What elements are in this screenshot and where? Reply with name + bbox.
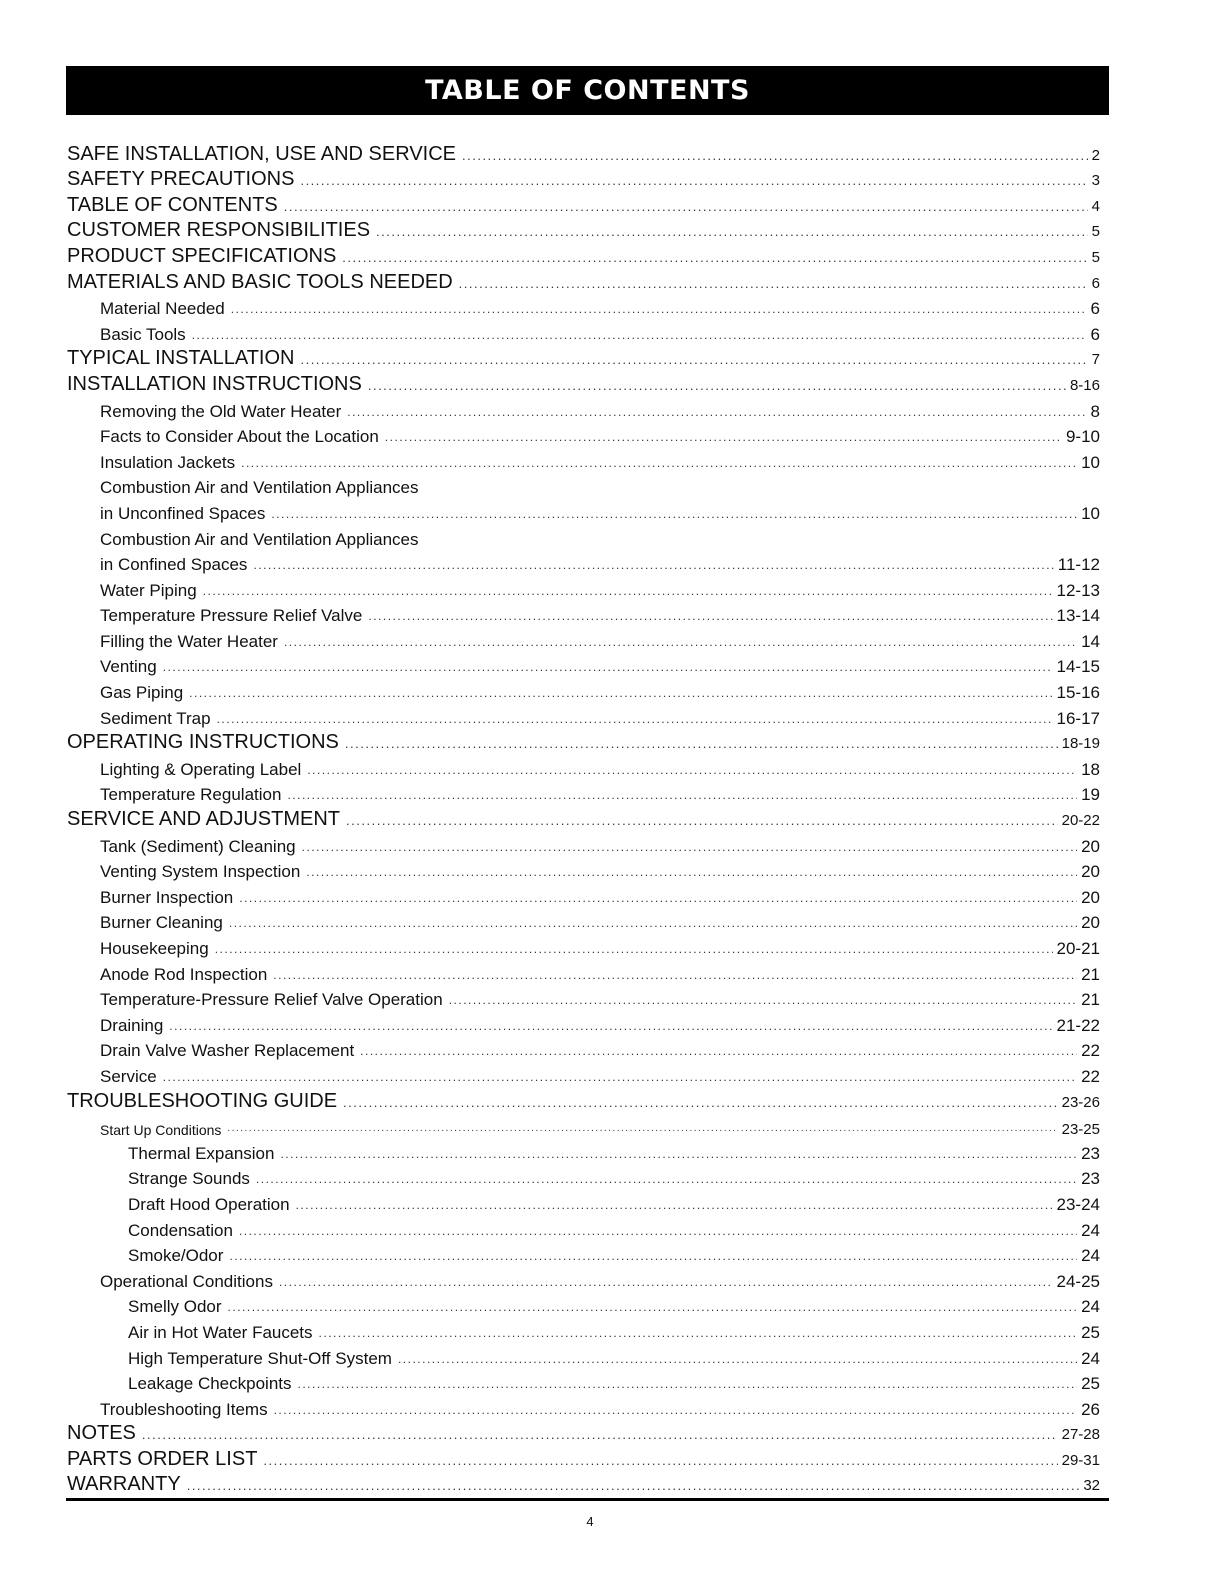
toc-entry-label: Leakage Checkpoints bbox=[128, 1374, 298, 1394]
toc-entry bbox=[67, 268, 1100, 294]
toc-entry bbox=[67, 1061, 1100, 1087]
dot-leader bbox=[163, 661, 1053, 677]
toc-entry bbox=[67, 729, 1100, 755]
toc-entry-page: 18-19 bbox=[1058, 735, 1100, 754]
toc-entry-page: 24-25 bbox=[1053, 1272, 1100, 1292]
toc-entry-page: 24 bbox=[1077, 1349, 1100, 1369]
dot-leader bbox=[217, 713, 1053, 729]
toc-entry bbox=[67, 703, 1100, 729]
toc-entry bbox=[67, 857, 1100, 883]
toc-entry-label: in Unconfined Spaces bbox=[100, 504, 271, 524]
toc-entry bbox=[67, 1445, 1100, 1471]
toc-entry-label: NOTES bbox=[67, 1422, 142, 1445]
dot-leader bbox=[280, 1148, 1077, 1164]
toc-entry-page: 23-26 bbox=[1058, 1094, 1100, 1113]
toc-entry-page: 10 bbox=[1077, 453, 1100, 473]
dot-leader bbox=[263, 1454, 1057, 1471]
toc-entry bbox=[67, 396, 1100, 422]
dot-leader bbox=[360, 1045, 1077, 1061]
toc-entry bbox=[67, 422, 1100, 448]
dot-leader bbox=[229, 1250, 1077, 1266]
toc-entry bbox=[67, 754, 1100, 780]
toc-entry-label: High Temperature Shut-Off System bbox=[128, 1349, 398, 1369]
toc-entry-label: Sediment Trap bbox=[100, 709, 217, 729]
toc-entry-page: 21 bbox=[1077, 990, 1100, 1010]
toc-entry-label: Temperature Regulation bbox=[100, 785, 287, 805]
toc-entry-page: 20 bbox=[1077, 913, 1100, 933]
toc-entry-label: SAFE INSTALLATION, USE AND SERVICE bbox=[67, 143, 462, 166]
toc-entry-page: 12-13 bbox=[1053, 581, 1100, 601]
toc-entry-label: TROUBLESHOOTING GUIDE bbox=[67, 1090, 343, 1113]
dot-leader bbox=[273, 969, 1077, 985]
dot-leader bbox=[385, 431, 1062, 447]
toc-entry-label: Water Piping bbox=[100, 581, 203, 601]
title-bar bbox=[66, 66, 1109, 115]
toc-entry-label: Venting bbox=[100, 657, 163, 677]
toc-entry bbox=[67, 1036, 1100, 1062]
dot-leader bbox=[284, 200, 1088, 217]
toc-entry-page: 13-14 bbox=[1053, 606, 1100, 626]
toc-entry-page: 2 bbox=[1088, 147, 1100, 166]
toc-entry-page: 24 bbox=[1077, 1221, 1100, 1241]
page-title: TABLE OF CONTENTS bbox=[425, 75, 750, 106]
dot-leader bbox=[449, 994, 1077, 1010]
toc-entry bbox=[67, 1369, 1100, 1395]
dot-leader bbox=[215, 943, 1053, 959]
toc-entry-page: 26 bbox=[1077, 1400, 1100, 1420]
toc-entry-page: 23 bbox=[1077, 1144, 1100, 1164]
bottom-rule bbox=[66, 1498, 1109, 1501]
toc-entry-label: TYPICAL INSTALLATION bbox=[67, 347, 300, 370]
toc-entry-page: 21-22 bbox=[1053, 1016, 1100, 1036]
dot-leader bbox=[300, 353, 1087, 370]
dot-leader bbox=[398, 1353, 1077, 1369]
toc-entry bbox=[67, 1241, 1100, 1267]
toc-entry-page: 6 bbox=[1087, 299, 1100, 319]
dot-leader bbox=[142, 1428, 1058, 1445]
toc-entry-label: INSTALLATION INSTRUCTIONS bbox=[67, 373, 368, 396]
toc-entry-page: 18 bbox=[1077, 760, 1100, 780]
toc-entry-label: Thermal Expansion bbox=[128, 1144, 280, 1164]
dot-leader bbox=[368, 379, 1066, 396]
toc-entry bbox=[67, 1087, 1100, 1113]
dot-leader bbox=[163, 1071, 1077, 1087]
dot-leader bbox=[296, 1199, 1053, 1215]
dot-leader bbox=[302, 841, 1077, 857]
toc-entry bbox=[67, 1138, 1100, 1164]
toc-entry bbox=[67, 831, 1100, 857]
toc-entry-label: Drain Valve Washer Replacement bbox=[100, 1041, 360, 1061]
toc-entry bbox=[67, 1113, 1100, 1139]
toc-entry-label: Start Up Conditions bbox=[100, 1122, 227, 1138]
dot-leader bbox=[306, 866, 1077, 882]
toc-entry-page: 16-17 bbox=[1053, 709, 1100, 729]
dot-leader bbox=[239, 892, 1077, 908]
toc-entry-page: 8 bbox=[1087, 402, 1100, 422]
dot-leader bbox=[319, 1327, 1078, 1343]
toc-entry-page: 6 bbox=[1088, 275, 1100, 294]
dot-leader bbox=[307, 764, 1077, 780]
toc-entry-page: 5 bbox=[1088, 249, 1100, 268]
toc-entry-label: Condensation bbox=[128, 1221, 239, 1241]
dot-leader bbox=[368, 610, 1052, 626]
dot-leader bbox=[229, 917, 1077, 933]
toc-entry bbox=[67, 575, 1100, 601]
toc-entry-page: 5 bbox=[1088, 223, 1100, 242]
toc-entry-page: 25 bbox=[1077, 1323, 1100, 1343]
toc-entry bbox=[67, 626, 1100, 652]
dot-leader bbox=[298, 1378, 1078, 1394]
dot-leader bbox=[287, 789, 1077, 805]
toc-entry bbox=[67, 242, 1100, 268]
toc-entry bbox=[67, 882, 1100, 908]
toc-entry bbox=[67, 908, 1100, 934]
toc-entry-label: Combustion Air and Ventilation Appliances bbox=[100, 478, 424, 498]
toc-entry-label: TABLE OF CONTENTS bbox=[67, 194, 284, 217]
toc-entry-page: 27-28 bbox=[1058, 1426, 1100, 1445]
dot-leader bbox=[228, 1301, 1078, 1317]
toc-entry bbox=[67, 1317, 1100, 1343]
toc-entry bbox=[67, 1292, 1100, 1318]
toc-entry bbox=[67, 217, 1100, 243]
dot-leader bbox=[279, 1276, 1053, 1292]
dot-leader bbox=[271, 508, 1077, 524]
toc-entry-label: Temperature-Pressure Relief Valve Operation bbox=[100, 990, 449, 1010]
toc-entry-label: Venting System Inspection bbox=[100, 862, 306, 882]
toc-entry bbox=[67, 140, 1100, 166]
toc-entry bbox=[67, 473, 1100, 499]
toc-entry bbox=[67, 780, 1100, 806]
toc-entry-label: Smelly Odor bbox=[128, 1297, 228, 1317]
toc-entry bbox=[67, 1471, 1100, 1497]
toc-entry bbox=[67, 1215, 1100, 1241]
toc-entry-label: in Confined Spaces bbox=[100, 555, 253, 575]
dot-leader bbox=[169, 1020, 1052, 1036]
toc-entry-label: Gas Piping bbox=[100, 683, 189, 703]
dot-leader bbox=[376, 225, 1088, 242]
dot-leader bbox=[462, 149, 1088, 166]
toc-entry-label: OPERATING INSTRUCTIONS bbox=[67, 731, 345, 754]
toc-entry bbox=[67, 370, 1100, 396]
toc-entry-label: MATERIALS AND BASIC TOOLS NEEDED bbox=[67, 271, 459, 294]
toc-entry-label: Filling the Water Heater bbox=[100, 632, 284, 652]
dot-leader bbox=[239, 1225, 1077, 1241]
toc-entry-label: Troubleshooting Items bbox=[100, 1400, 274, 1420]
toc-entry bbox=[67, 1164, 1100, 1190]
toc-entry-label: Air in Hot Water Faucets bbox=[128, 1323, 319, 1343]
dot-leader bbox=[192, 329, 1087, 345]
toc-entry-label: Basic Tools bbox=[100, 325, 192, 345]
toc-entry-label: Smoke/Odor bbox=[128, 1246, 229, 1266]
toc-entry-page: 20 bbox=[1077, 837, 1100, 857]
toc-entry-page: 23-24 bbox=[1053, 1195, 1100, 1215]
toc-entry bbox=[67, 498, 1100, 524]
toc-entry-label: Draining bbox=[100, 1016, 169, 1036]
toc-entry-label: Lighting & Operating Label bbox=[100, 760, 307, 780]
toc-entry bbox=[67, 1420, 1100, 1446]
dot-leader bbox=[241, 457, 1077, 473]
toc-entry-page: 3 bbox=[1088, 172, 1100, 191]
toc-entry-page: 14 bbox=[1077, 632, 1100, 652]
toc-entry bbox=[67, 805, 1100, 831]
dot-leader bbox=[346, 814, 1058, 831]
toc-entry bbox=[67, 652, 1100, 678]
table-of-contents bbox=[67, 140, 1100, 1496]
dot-leader bbox=[203, 585, 1053, 601]
toc-entry-page: 19 bbox=[1077, 785, 1100, 805]
toc-entry-page: 32 bbox=[1079, 1477, 1100, 1496]
toc-entry bbox=[67, 191, 1100, 217]
dot-leader bbox=[343, 1096, 1058, 1113]
toc-entry-label: Operational Conditions bbox=[100, 1272, 279, 1292]
toc-entry bbox=[67, 1394, 1100, 1420]
toc-entry-page: 24 bbox=[1077, 1297, 1100, 1317]
toc-entry-label: Facts to Consider About the Location bbox=[100, 427, 385, 447]
toc-entry-page: 10 bbox=[1077, 504, 1100, 524]
toc-entry bbox=[67, 294, 1100, 320]
toc-entry-page: 6 bbox=[1087, 325, 1100, 345]
dot-leader bbox=[347, 406, 1086, 422]
dot-leader bbox=[284, 636, 1077, 652]
toc-entry-page: 20 bbox=[1077, 888, 1100, 908]
toc-entry-page: 15-16 bbox=[1053, 683, 1100, 703]
toc-entry-label: Tank (Sediment) Cleaning bbox=[100, 837, 302, 857]
toc-entry-page: 23-25 bbox=[1058, 1121, 1100, 1138]
toc-entry bbox=[67, 524, 1100, 550]
toc-entry-label: CUSTOMER RESPONSIBILITIES bbox=[67, 219, 376, 242]
toc-entry bbox=[67, 959, 1100, 985]
toc-entry-page: 20-21 bbox=[1053, 939, 1100, 959]
toc-entry-label: Insulation Jackets bbox=[100, 453, 241, 473]
dot-leader bbox=[253, 559, 1053, 575]
toc-entry-label: Anode Rod Inspection bbox=[100, 965, 273, 985]
dot-leader bbox=[300, 174, 1087, 191]
toc-entry-label: PRODUCT SPECIFICATIONS bbox=[67, 245, 342, 268]
toc-entry-page: 23 bbox=[1077, 1169, 1100, 1189]
toc-entry-label: Strange Sounds bbox=[128, 1169, 256, 1189]
toc-entry bbox=[67, 1343, 1100, 1369]
toc-entry-label: Draft Hood Operation bbox=[128, 1195, 296, 1215]
toc-entry-label: WARRANTY bbox=[67, 1473, 187, 1496]
toc-entry bbox=[67, 601, 1100, 627]
toc-entry-label: Burner Cleaning bbox=[100, 913, 229, 933]
toc-entry bbox=[67, 985, 1100, 1011]
toc-entry bbox=[67, 447, 1100, 473]
dot-leader bbox=[189, 687, 1052, 703]
toc-entry-label: Service bbox=[100, 1067, 163, 1087]
toc-entry bbox=[67, 319, 1100, 345]
toc-entry-label: Removing the Old Water Heater bbox=[100, 402, 347, 422]
toc-entry-label: PARTS ORDER LIST bbox=[67, 1448, 263, 1471]
toc-entry-page: 24 bbox=[1077, 1246, 1100, 1266]
toc-entry-label: Temperature Pressure Relief Valve bbox=[100, 606, 368, 626]
dot-leader bbox=[231, 303, 1087, 319]
toc-entry-page: 7 bbox=[1088, 351, 1100, 370]
toc-entry-label: Burner Inspection bbox=[100, 888, 239, 908]
dot-leader bbox=[256, 1173, 1077, 1189]
dot-leader bbox=[342, 251, 1087, 268]
toc-entry-page: 21 bbox=[1077, 965, 1100, 985]
toc-entry-page: 20 bbox=[1077, 862, 1100, 882]
toc-entry bbox=[67, 677, 1100, 703]
toc-entry-page: 22 bbox=[1077, 1041, 1100, 1061]
toc-entry-label: Material Needed bbox=[100, 299, 231, 319]
dot-leader bbox=[459, 277, 1088, 294]
toc-entry-label: Combustion Air and Ventilation Appliances bbox=[100, 530, 424, 550]
toc-entry bbox=[67, 1189, 1100, 1215]
dot-leader bbox=[187, 1479, 1080, 1496]
toc-entry-page: 22 bbox=[1077, 1067, 1100, 1087]
page-number: 4 bbox=[586, 1514, 594, 1529]
toc-entry-page: 25 bbox=[1077, 1374, 1100, 1394]
dot-leader bbox=[227, 1124, 1057, 1138]
toc-entry-page: 29-31 bbox=[1058, 1452, 1100, 1471]
dot-leader bbox=[345, 737, 1058, 754]
toc-entry-page: 4 bbox=[1088, 198, 1100, 217]
toc-entry-page: 11-12 bbox=[1054, 555, 1100, 575]
toc-entry-label: SERVICE AND ADJUSTMENT bbox=[67, 808, 346, 831]
toc-entry bbox=[67, 345, 1100, 371]
toc-entry bbox=[67, 1010, 1100, 1036]
toc-entry-label: Housekeeping bbox=[100, 939, 215, 959]
toc-entry-page: 20-22 bbox=[1058, 812, 1100, 831]
dot-leader bbox=[274, 1404, 1078, 1420]
toc-entry bbox=[67, 933, 1100, 959]
toc-entry-page: 14-15 bbox=[1053, 657, 1100, 677]
toc-entry-page: 9-10 bbox=[1062, 427, 1100, 447]
toc-entry-page: 8-16 bbox=[1066, 377, 1100, 396]
toc-entry bbox=[67, 166, 1100, 192]
toc-entry bbox=[67, 1266, 1100, 1292]
toc-entry bbox=[67, 550, 1100, 576]
toc-entry-label: SAFETY PRECAUTIONS bbox=[67, 168, 300, 191]
